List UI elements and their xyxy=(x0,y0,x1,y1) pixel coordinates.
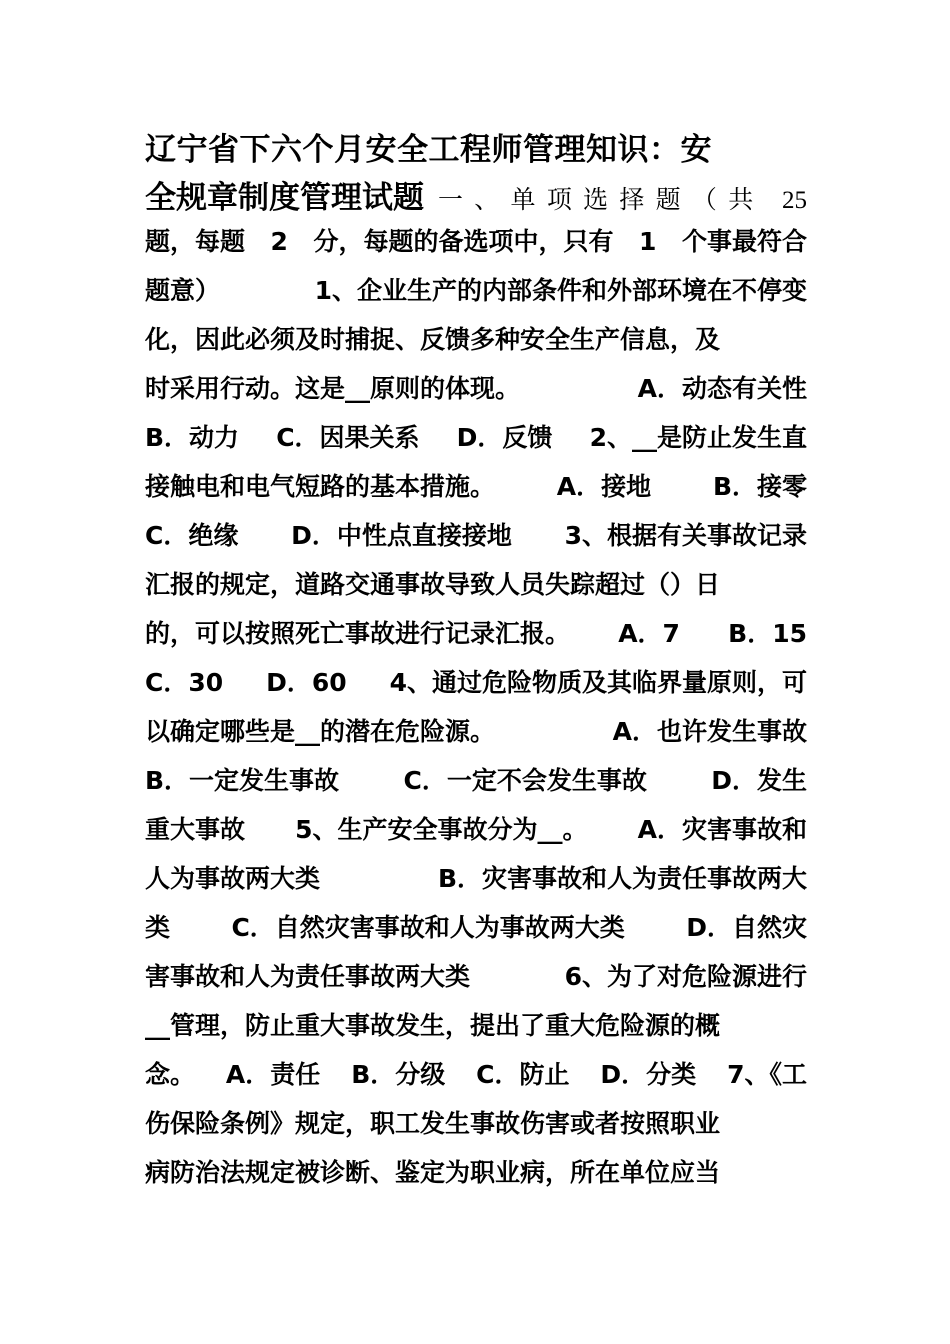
body-line-segment: D．反馈 xyxy=(456,423,553,452)
body-line-segment: C．绝缘 xyxy=(145,521,239,550)
body-line-segment: D．分类 xyxy=(600,1060,697,1089)
body-line xyxy=(145,217,807,266)
body-line-segment: A．接地 xyxy=(556,472,652,501)
body-line xyxy=(145,805,807,854)
body-line-segment: A．也许发生事故 xyxy=(612,717,807,746)
document-title-line-2: 全规章制度管理试题 xyxy=(145,180,424,215)
body-line xyxy=(145,707,807,756)
body-line-segment: B．灾害事故和人为责任事故两大 xyxy=(437,864,807,893)
body-line-segment: 5、生产安全事故分为__。 xyxy=(295,815,588,844)
body-line-segment: D．中性点直接接地 xyxy=(291,521,512,550)
body-line-segment: 2 xyxy=(270,227,288,256)
body-line xyxy=(145,364,807,413)
body-line-segment: B．接零 xyxy=(712,472,807,501)
body-line-segment: 类 xyxy=(145,913,171,942)
body-line-segment: 以确定哪些是__的潜在危险源。 xyxy=(145,717,496,746)
body-line-segment: 3、根据有关事故记录 xyxy=(564,521,807,550)
body-line-segment: 汇报的规定，道路交通事故导致人员失踪超过（）日 xyxy=(145,570,721,599)
body-line-segment: 6、为了对危险源进行 xyxy=(564,962,807,991)
body-line-segment: A．动态有关性 xyxy=(637,374,807,403)
body-line-segment: 接触电和电气短路的基本措施。 xyxy=(145,472,496,501)
body-line-segment: 念。 xyxy=(145,1060,196,1089)
body-line xyxy=(145,511,807,560)
body-line xyxy=(145,315,807,364)
body-line-segment: B．分级 xyxy=(351,1060,446,1089)
document-title-line-1: 辽宁省下六个月安全工程师管理知识：安 xyxy=(145,132,712,168)
body-line xyxy=(145,1099,807,1148)
body-line xyxy=(145,560,807,609)
document-page xyxy=(145,128,807,1197)
body-line-segment: 1、企业生产的内部条件和外部环境在不停变 xyxy=(314,276,807,305)
body-line-segment: 害事故和人为责任事故两大类 xyxy=(145,962,471,991)
body-line xyxy=(145,903,807,952)
body-line-0: 一、单项选择题（共 25 xyxy=(438,187,807,214)
body-line-segment: C．因果关系 xyxy=(276,423,420,452)
body-line-segment: A．7 xyxy=(618,619,680,648)
body-line xyxy=(145,1148,807,1197)
body-line-segment: 题，每题 xyxy=(145,227,246,256)
body-line-segment: B．一定发生事故 xyxy=(145,766,340,795)
body-line-segment: A．灾害事故和 xyxy=(637,815,807,844)
body-line-segment: 2、__是防止发生直 xyxy=(589,423,807,452)
body-line-segment: B．动力 xyxy=(145,423,240,452)
body-line-segment: 化，因此必须及时捕捉、反馈多种安全生产信息，及 xyxy=(145,325,721,354)
body-line xyxy=(145,756,807,805)
body-line-segment: 7、《工 xyxy=(727,1060,807,1089)
body-line-segment: 题意） xyxy=(145,276,221,305)
body-line xyxy=(145,658,807,707)
body-line xyxy=(145,1001,807,1050)
body-line xyxy=(145,609,807,658)
body-line-segment: D．发生 xyxy=(711,766,807,795)
body-line-segment: D．自然灾 xyxy=(686,913,807,942)
body-line-segment: C．30 xyxy=(145,668,224,697)
title-and-first-line xyxy=(145,172,807,217)
body-line-segment: D．60 xyxy=(266,668,347,697)
body-line xyxy=(145,462,807,511)
body-line-segment: C．自然灾害事故和人为事故两大类 xyxy=(231,913,625,942)
body-line-segment: 个事最符合 xyxy=(681,227,807,256)
body-line xyxy=(145,854,807,903)
body-line-segment: __管理，防止重大事故发生，提出了重大危险源的概 xyxy=(145,1011,721,1040)
body-line-segment: 人为事故两大类 xyxy=(145,864,321,893)
body-line-segment: 时采用行动。这是__原则的体现。 xyxy=(145,374,521,403)
body-line-segment: C．一定不会发生事故 xyxy=(403,766,647,795)
body-line xyxy=(145,413,807,462)
body-line xyxy=(145,952,807,1001)
body-line-segment: A．责任 xyxy=(225,1060,321,1089)
body-line-segment: 分，每题的备选项中，只有 xyxy=(313,227,614,256)
body-line-segment: 重大事故 xyxy=(145,815,246,844)
body-line xyxy=(145,1050,807,1099)
body-line-segment: 伤保险条例》规定，职工发生事故伤害或者按照职业 xyxy=(145,1109,721,1138)
document-body xyxy=(145,217,807,1197)
body-line-segment: C．防止 xyxy=(476,1060,570,1089)
body-line-segment: 病防治法规定被诊断、鉴定为职业病，所在单位应当 xyxy=(145,1158,721,1187)
body-line-segment: 1 xyxy=(639,227,657,256)
body-line-segment: B．15 xyxy=(728,619,807,648)
body-line-segment: 4、通过危险物质及其临界量原则，可 xyxy=(389,668,807,697)
body-line-segment: 的，可以按照死亡事故进行记录汇报。 xyxy=(145,619,571,648)
body-line xyxy=(145,266,807,315)
